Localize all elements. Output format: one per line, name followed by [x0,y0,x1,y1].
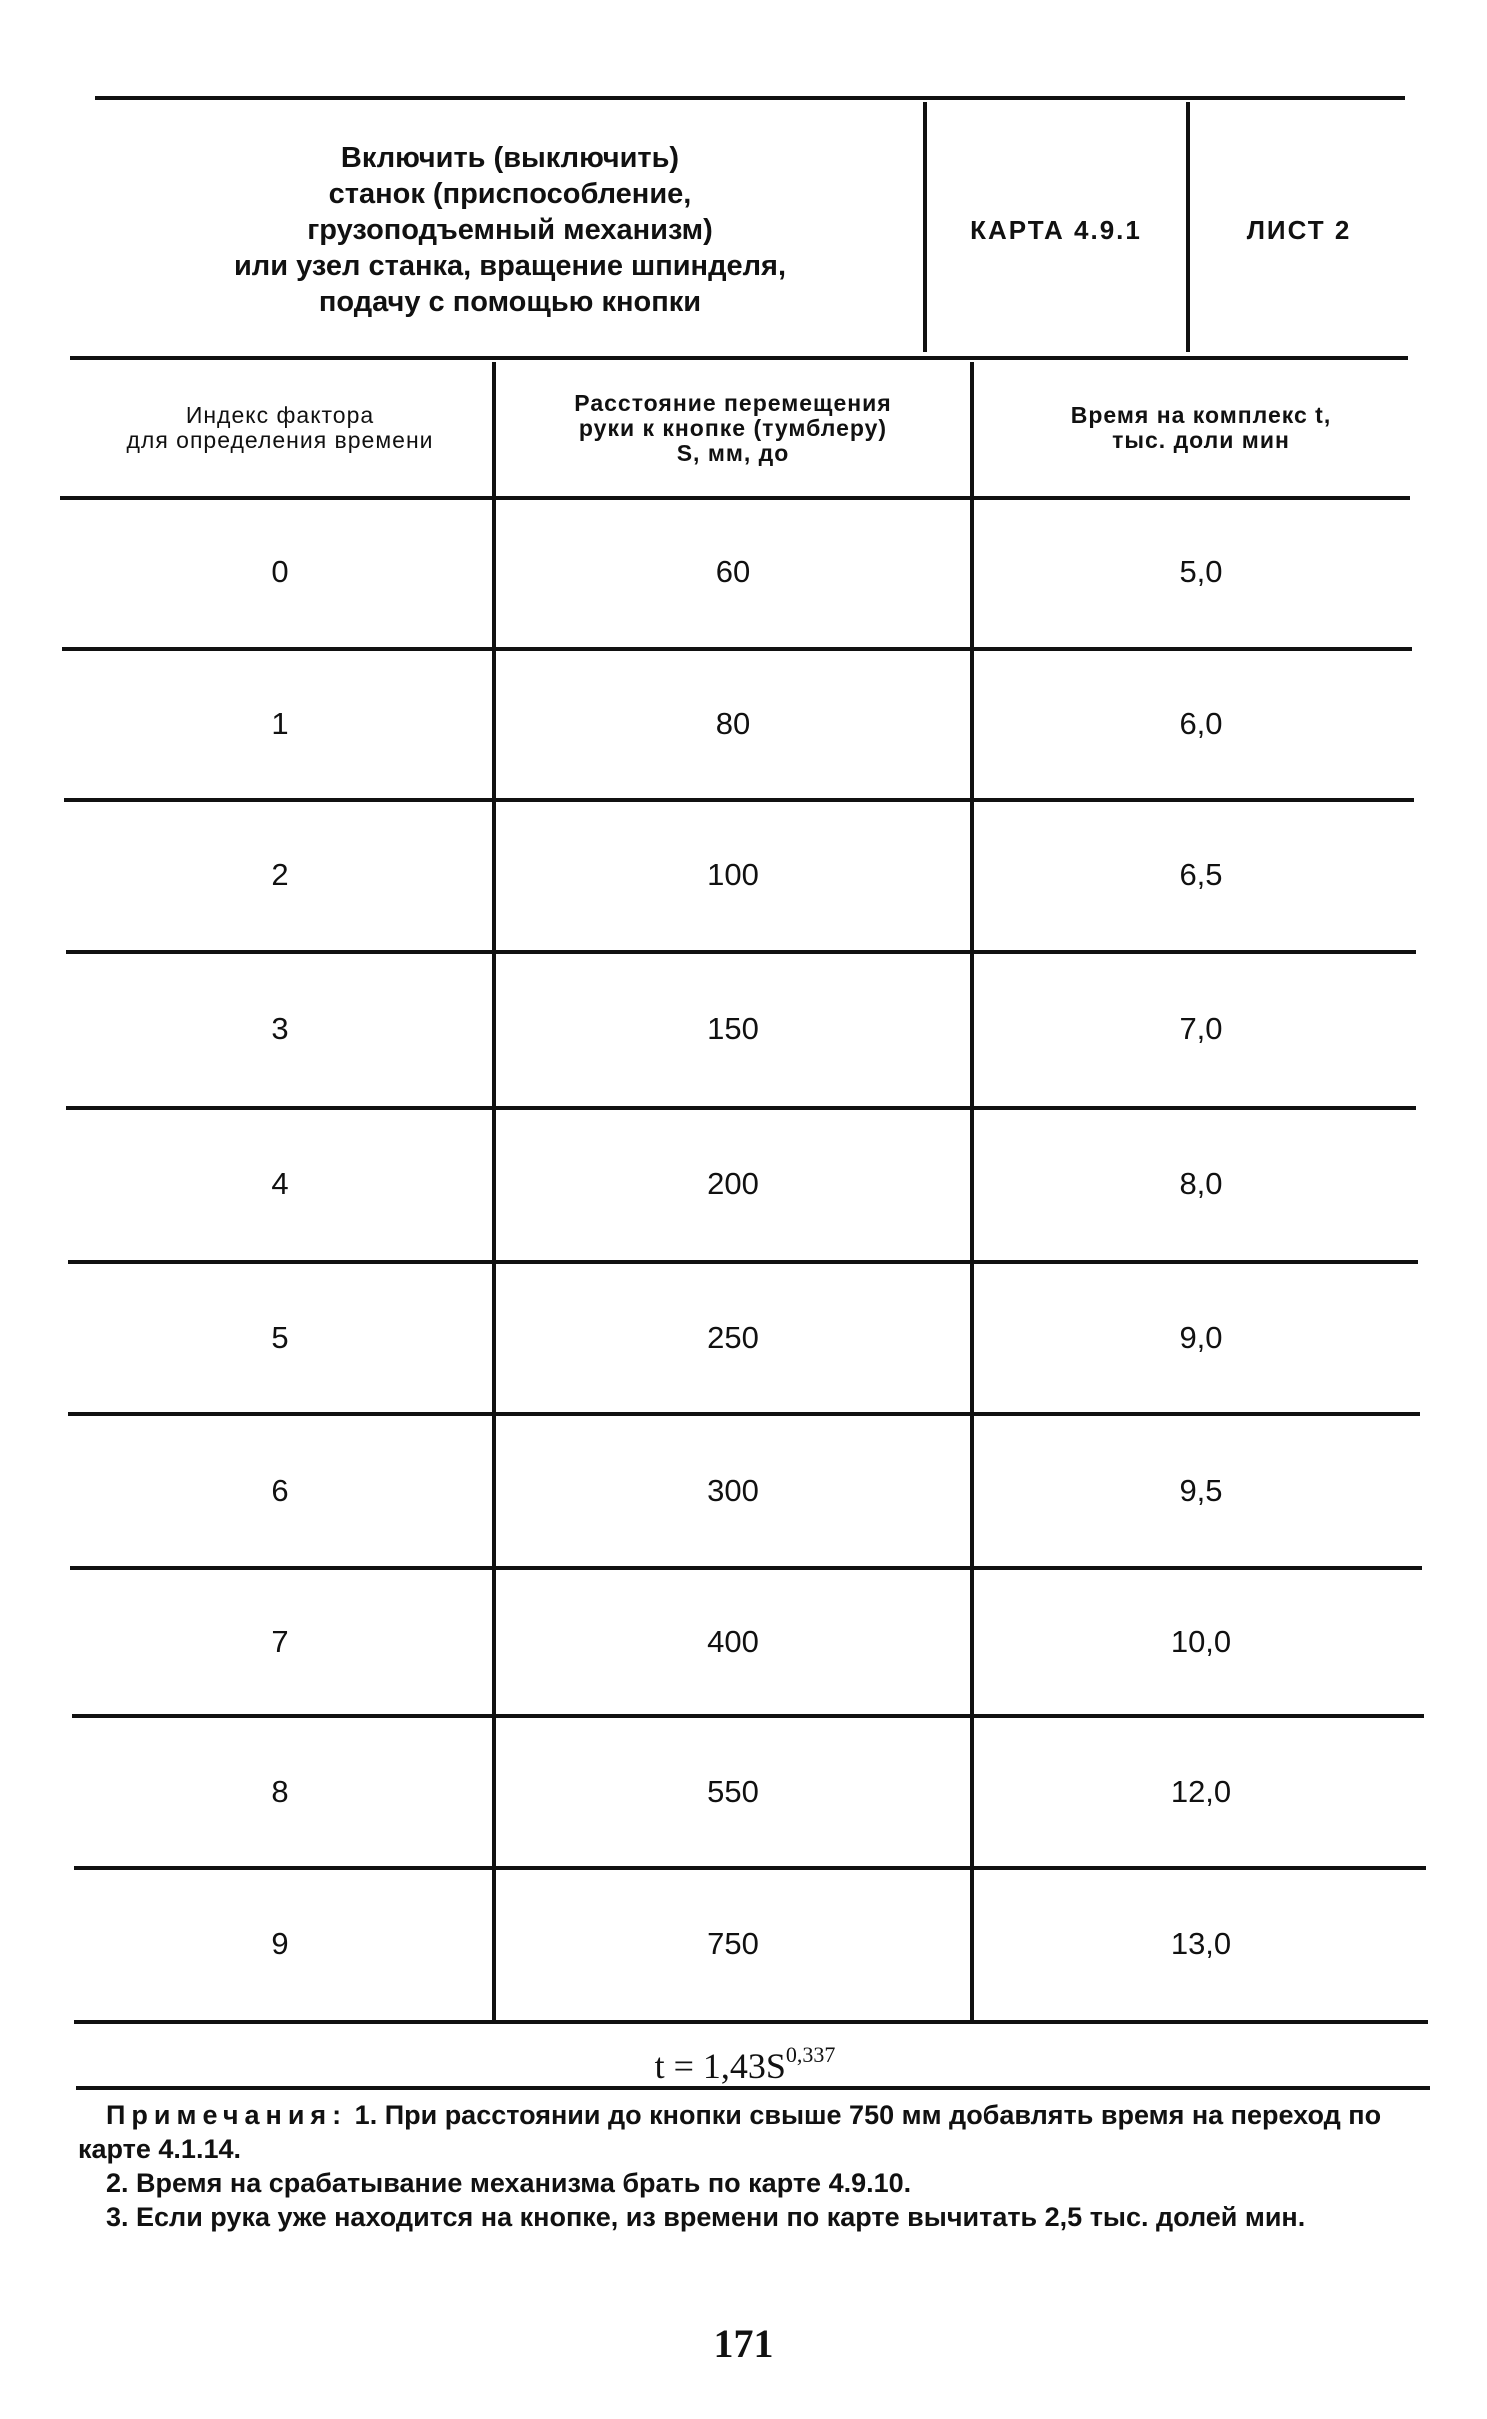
sheet-number: ЛИСТ 2 [1246,214,1352,245]
table-cell-distance: 400 [707,1624,759,1659]
table-cell-index: 3 [271,1011,289,1046]
header-divider-1 [923,102,927,352]
column-divider-1 [492,362,496,2022]
table-cell-index: 6 [271,1473,289,1508]
note-3: 3. Если рука уже находится на кнопке, из времени по карте вычитать 2,5 тыс. долей мин. [106,2202,1306,2232]
table-cell-time: 6,5 [1179,857,1223,892]
table-cell-time: 13,0 [1170,1926,1232,1961]
table-cell-distance: 300 [707,1473,759,1508]
table-cell-time: 9,5 [1179,1473,1223,1508]
table-cell-time: 5,0 [1179,554,1223,589]
table-cell-time: 6,0 [1179,706,1223,741]
table-bottom-rule [74,2020,1428,2024]
column-header-index: Индекс фактора для определения времени [126,402,434,453]
table-cell-index: 2 [271,857,289,892]
table-cell-time: 8,0 [1179,1166,1223,1201]
card-number: КАРТА 4.9.1 [970,214,1142,245]
note-2: 2. Время на срабатывание механизма брать по карте 4.9.10. [106,2168,912,2198]
header-divider-2 [1186,102,1190,352]
table-cell-distance: 550 [707,1774,759,1809]
table-cell-index: 0 [271,554,289,589]
column-header-time: Время на комплекс t, тыс. доли мин [1070,402,1332,453]
table-cell-distance: 80 [715,706,751,741]
table-cell-time: 10,0 [1170,1624,1232,1659]
formula-bottom-rule [76,2086,1430,2090]
table-cell-index: 1 [271,706,289,741]
notes [78,2098,1438,2234]
table-cell-time: 9,0 [1179,1320,1223,1355]
header-bottom-rule [70,356,1408,360]
formula-exponent: 0,337 [785,2042,836,2067]
table-cell-index: 5 [271,1320,289,1355]
header-top-rule [95,96,1405,100]
table-cell-index: 9 [271,1926,289,1961]
table-cell-index: 4 [271,1166,289,1201]
column-header-distance: Расстояние перемещения руки к кнопке (тумблеру) S, мм, до [574,389,892,466]
card-title: Включить (выключить) станок (приспособление, грузоподъемный механизм) или узел станка, вращение шпинделя, подачу с помощью кнопки [233,142,787,318]
column-divider-2 [970,362,974,2022]
note-1 [78,2098,1438,2166]
page-number: 171 [713,2321,774,2366]
table-cell-distance: 100 [707,857,759,892]
table-cell-index: 8 [271,1774,289,1809]
table-cell-index: 7 [271,1624,289,1659]
note-1-text: 1. При расстоянии до кнопки свыше 750 мм добавлять время на переход по карте 4.1.14. [78,2100,1382,2164]
table-cell-distance: 750 [707,1926,759,1961]
table-cell-distance: 60 [715,554,751,589]
formula [60,2028,1430,2086]
table-cell-time: 12,0 [1170,1774,1232,1809]
table-cell-distance: 250 [707,1320,759,1355]
formula-base: t = 1,43S [654,2046,786,2086]
notes-label: Примечания: [106,2100,348,2130]
table-cell-time: 7,0 [1179,1011,1223,1046]
table-cell-distance: 200 [707,1166,759,1201]
table-cell-distance: 150 [707,1011,759,1046]
